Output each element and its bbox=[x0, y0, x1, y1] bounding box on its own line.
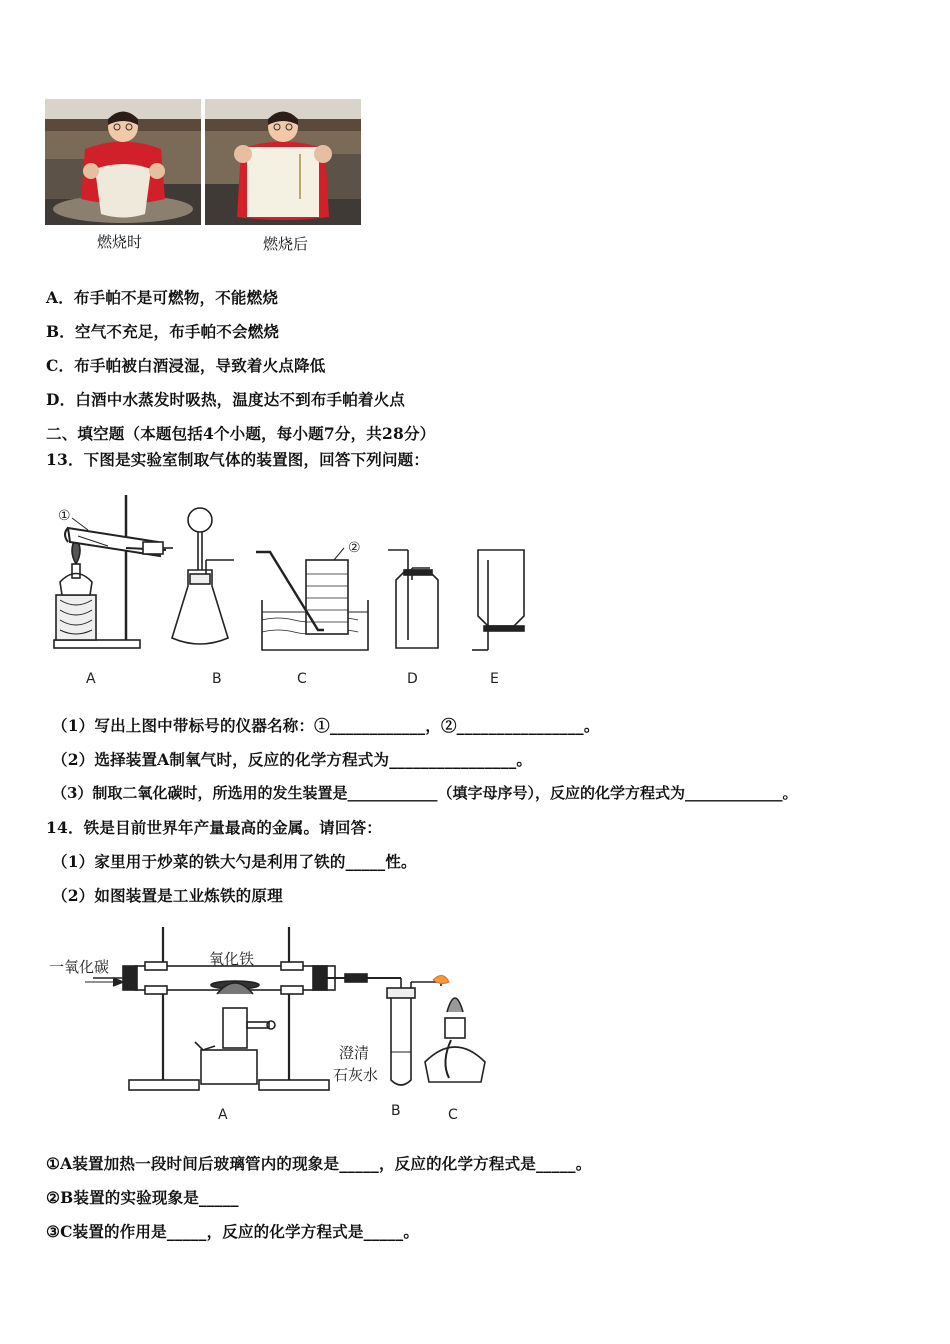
label-D: D bbox=[407, 671, 418, 687]
option-a: A．布手帕不是可燃物，不能燃烧 bbox=[46, 288, 279, 307]
marker-1: ① bbox=[58, 508, 71, 524]
option-b: B．空气不充足，布手帕不会燃烧 bbox=[46, 322, 280, 341]
photo-after-burning bbox=[205, 99, 361, 225]
burning-handkerchief-photos bbox=[45, 99, 361, 225]
caption-burning: 燃烧时 bbox=[97, 233, 143, 251]
q14-point2: ②B装置的实验现象是_____ bbox=[46, 1188, 239, 1207]
label-limewater-1: 澄清 bbox=[339, 1044, 370, 1062]
label-C: C bbox=[297, 671, 307, 687]
label-B: B bbox=[212, 671, 222, 687]
q13-sub2: （2）选择装置A制氧气时，反应的化学方程式为________________。 bbox=[52, 750, 533, 769]
option-c: C．布手帕被白酒浸湿，导致着火点降低 bbox=[46, 356, 326, 375]
label-C: C bbox=[448, 1107, 458, 1123]
q14-stem: 14．铁是目前世界年产量最高的金属。请回答： bbox=[46, 818, 382, 837]
label-A: A bbox=[218, 1107, 228, 1123]
label-fe2o3: 氧化铁 bbox=[209, 950, 255, 968]
iron-smelting-figure bbox=[45, 922, 515, 1132]
caption-after: 燃烧后 bbox=[263, 235, 309, 253]
marker-2: ② bbox=[348, 540, 361, 556]
label-co: 一氧化碳 bbox=[49, 958, 110, 976]
q14-sub1: （1）家里用于炒菜的铁大勺是利用了铁的_____性。 bbox=[52, 852, 417, 871]
label-limewater-2: 石灰水 bbox=[333, 1066, 379, 1084]
photo-burning bbox=[45, 99, 201, 225]
label-B: B bbox=[391, 1103, 401, 1119]
label-A: A bbox=[86, 671, 96, 687]
q14-point3: ③C装置的作用是_____，反应的化学方程式是_____。 bbox=[46, 1222, 420, 1241]
q13-stem: 13．下图是实验室制取气体的装置图，回答下列问题： bbox=[46, 450, 430, 469]
q14-point1: ①A装置加热一段时间后玻璃管内的现象是_____，反应的化学方程式是_____。 bbox=[46, 1154, 592, 1173]
option-d: D．白酒中水蒸发时吸热，温度达不到布手帕着火点 bbox=[46, 390, 406, 409]
label-E: E bbox=[490, 671, 499, 687]
q14-sub2: （2）如图装置是工业炼铁的原理 bbox=[52, 886, 283, 905]
section-title: 二、填空题（本题包括4个小题，每小题7分，共28分） bbox=[46, 424, 436, 443]
q13-sub1: （1）写出上图中带标号的仪器名称：①____________，②________________。 bbox=[52, 716, 600, 735]
q13-sub3: （3）制取二氧化碳时，所选用的发生装置是____________（填字母序号），反应的化学方程式为_____________。 bbox=[52, 784, 798, 802]
gas-apparatus-figure bbox=[48, 490, 538, 690]
